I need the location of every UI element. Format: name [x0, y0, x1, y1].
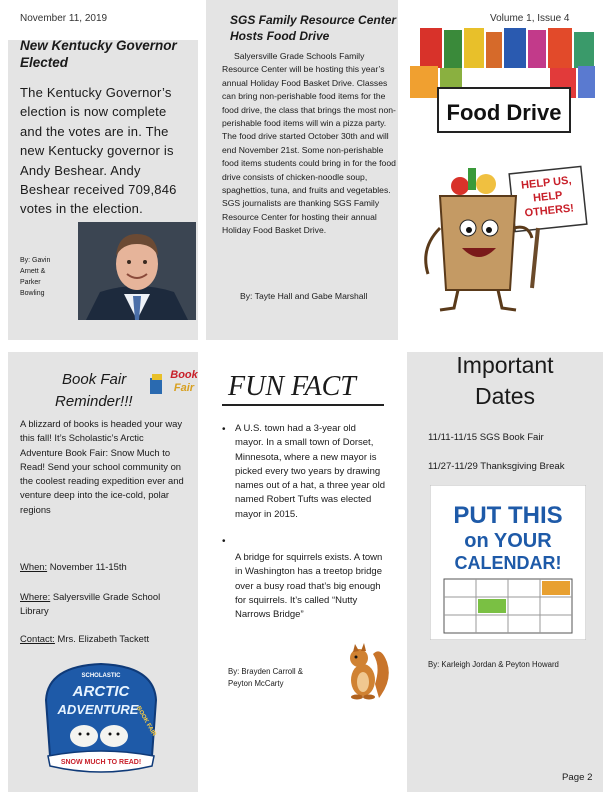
book-fair-intro: A blizzard of books is headed your way this fall! It’s Scholastic’s Arctic Adventure Book Fair: Snow Much to Read! Send your school community on the coolest reading expedition ever and venture deep into the ice-cold, polar regions [20, 418, 184, 515]
page-number: Page 2 [562, 772, 593, 783]
governor-portrait [78, 222, 196, 320]
fact-1-text: A U.S. town had a 3-year old mayor. In a small town of Dorset, Minnesota, where a new mayor is picked every two years by drawing names out of a hat, a three year old named Robert Tufts was elected mayor in 2015. [235, 423, 385, 520]
logo-scholastic: SCHOLASTIC [81, 673, 121, 679]
squirrel-image [345, 640, 393, 700]
governor-body: The Kentucky Governor’s election is now complete and the votes are in. The new Kentucky governor is Andy Beshear. Andy Beshear received 709,846 votes in the election. [20, 85, 177, 217]
sign-line-3: OTHERS! [524, 202, 575, 220]
logo-snow-much: SNOW MUCH TO READ! [60, 759, 142, 766]
sign-line-1: HELP US, [520, 174, 573, 192]
when-label: When: [20, 561, 48, 572]
fact-1-bullet-icon: • [222, 424, 226, 435]
sign-line-2: HELP [532, 189, 564, 205]
food-drive-byline: By: Tayte Hall and Gabe Marshall [240, 291, 368, 301]
food-drive-image [410, 28, 595, 318]
fun-fact-byline: By: Brayden Carroll & Peyton McCarty [228, 667, 303, 688]
date-item-1: 11/11-11/15 SGS Book Fair [428, 432, 544, 443]
when-value: November 11-15th [49, 561, 127, 572]
food-drive-banner: Food Drive [446, 100, 562, 125]
issue-date: November 11, 2019 [20, 13, 108, 24]
calendar-line-1: PUT THIS [453, 502, 563, 529]
food-drive-body: Salyersville Grade Schools Family Resource Center will be hosting this year’s annual Holiday Food Basket Drive. Classes can bring non-perishable food items for the food drive, the class that brings the most non-perishable food items will win a pizza party. The food drive started October 30th and will end November 21st. Some non-perishable food items students could bring in for the food drive consists of chicken-noodle soup, spaghettios, tuna, and fruits and vegetables. SGS journalists are thanking SGS Family Resource Center for hosting their annual Holiday Food Basket Drive. [222, 51, 396, 236]
dates-title-line-2: Dates [474, 383, 536, 409]
book-logo-word-2: Fair [173, 382, 195, 394]
contact-value: Mrs. Elizabeth Tackett [57, 633, 150, 644]
food-drive-title: SGS Family Resource Center Hosts Food Drive [230, 13, 397, 43]
book-fair-when [20, 560, 190, 574]
book-logo-word-1: Book [170, 369, 198, 381]
governor-title: New Kentucky Governor Elected [20, 38, 177, 70]
calendar-line-2: on YOUR [464, 530, 552, 552]
where-label: Where: [20, 591, 51, 602]
volume-issue: Volume 1, Issue 4 [490, 13, 570, 24]
calendar-image [430, 485, 586, 640]
book-fair-contact [20, 632, 190, 646]
book-fair-title-1: Book Fair [62, 371, 127, 388]
arctic-adventure-logo [40, 660, 162, 780]
fun-fact-rule [222, 404, 384, 406]
logo-arctic: ARCTIC [72, 683, 130, 700]
book-fair-logo-small [148, 366, 204, 396]
governor-byline: By: Gavin Arnett & Parker Bowling [20, 257, 51, 297]
logo-adventure: ADVENTURE [57, 702, 139, 717]
dates-byline: By: Karleigh Jordan & Peyton Howard [428, 660, 559, 669]
book-fair-title-2: Reminder!!! [55, 393, 133, 410]
fact-2-text: A bridge for squirrels exists. A town in Washington has a treetop bridge over a busy road that’s big enough for squirrels. It’s called “Nutty Narrows Bridge” [235, 552, 383, 621]
logo-book-fair: BOOK FAIR [134, 705, 157, 738]
book-fair-where [20, 590, 190, 618]
contact-label: Contact: [20, 633, 55, 644]
fun-fact-title: FUN FACT [228, 371, 356, 402]
fact-2-bullet-icon: • [222, 536, 226, 547]
dates-title-line-1: Important [456, 352, 554, 378]
where-value: Salyersville Grade School Library [20, 591, 161, 616]
dates-title [407, 350, 603, 412]
date-item-2: 11/27-11/29 Thanksgiving Break [428, 461, 565, 472]
calendar-line-3: CALENDAR! [454, 553, 562, 573]
